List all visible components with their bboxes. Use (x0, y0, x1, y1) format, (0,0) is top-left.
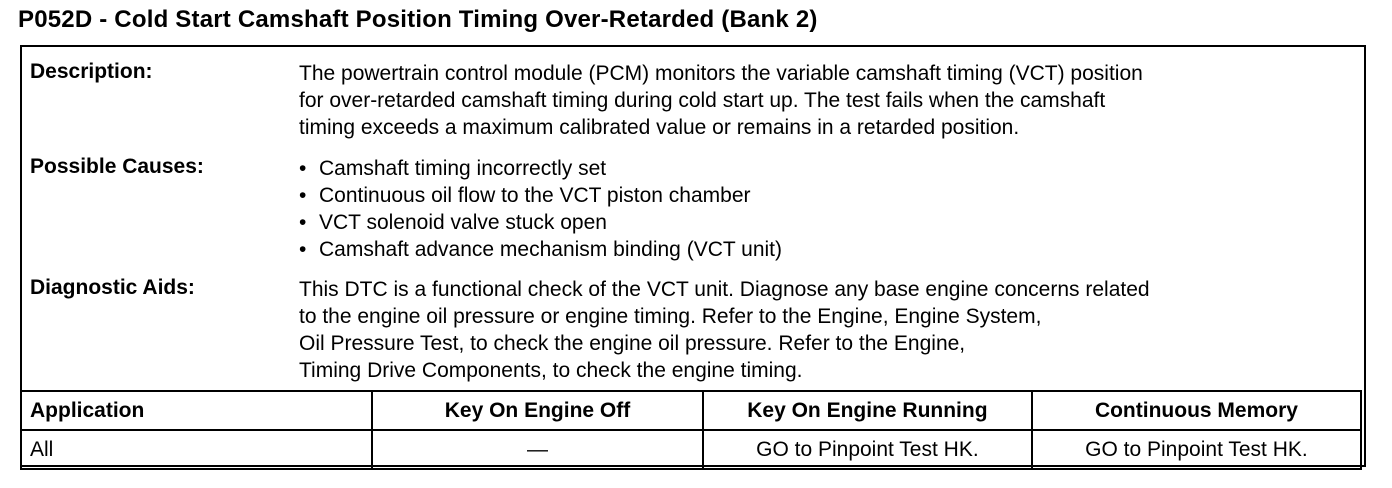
description-text (299, 60, 1359, 141)
description-label: Description: (30, 60, 153, 83)
page-title: P052D - Cold Start Camshaft Position Timing Over-Retarded (Bank 2) (18, 6, 818, 33)
dtc-info-box (20, 45, 1366, 467)
diagnostic-aids-line: Oil Pressure Test, to check the engine oil pressure. Refer to the Engine, (299, 332, 966, 355)
cell-koeo: — (372, 430, 703, 469)
diagnostic-aids-line: Timing Drive Components, to check the engine timing. (299, 359, 803, 382)
possible-causes-list (299, 155, 1359, 263)
cause-item: • VCT solenoid valve stuck open (299, 211, 607, 234)
diagnostic-aids-section (30, 276, 1356, 388)
diagnostic-aids-line: to the engine oil pressure or engine timing. Refer to the Engine, Engine System, (299, 305, 1042, 328)
col-header-application: Application (21, 391, 372, 430)
diagnostic-aids-text (299, 276, 1359, 384)
col-header-koeo: Key On Engine Off (372, 391, 703, 430)
cell-continuous-memory: GO to Pinpoint Test HK. (1032, 430, 1361, 469)
possible-causes-label: Possible Causes: (30, 155, 204, 178)
cause-item: • Camshaft timing incorrectly set (299, 157, 607, 180)
table-header-row (21, 391, 1361, 430)
cause-item: • Camshaft advance mechanism binding (VCT unit) (299, 238, 782, 261)
col-header-koer: Key On Engine Running (703, 391, 1032, 430)
cause-item: • Continuous oil flow to the VCT piston chamber (299, 184, 751, 207)
description-line: timing exceeds a maximum calibrated value or remains in a retarded position. (299, 116, 1020, 139)
possible-causes-section (30, 155, 1356, 267)
cell-application: All (21, 430, 372, 469)
bullet-icon: • (299, 157, 307, 180)
table-row (21, 430, 1361, 469)
diagnostic-aids-line: This DTC is a functional check of the VCT unit. Diagnose any base engine concerns related (299, 278, 1150, 301)
diagnostic-aids-label: Diagnostic Aids: (30, 276, 195, 299)
bullet-icon: • (299, 238, 307, 261)
description-line: The powertrain control module (PCM) monitors the variable camshaft timing (VCT) position (299, 62, 1143, 85)
bullet-icon: • (299, 184, 307, 207)
col-header-continuous-memory: Continuous Memory (1032, 391, 1361, 430)
application-table (20, 390, 1362, 470)
bullet-icon: • (299, 211, 307, 234)
description-section (30, 60, 1356, 150)
cell-koer: GO to Pinpoint Test HK. (703, 430, 1032, 469)
description-line: for over-retarded camshaft timing during cold start up. The test fails when the camshaft (299, 89, 1106, 112)
